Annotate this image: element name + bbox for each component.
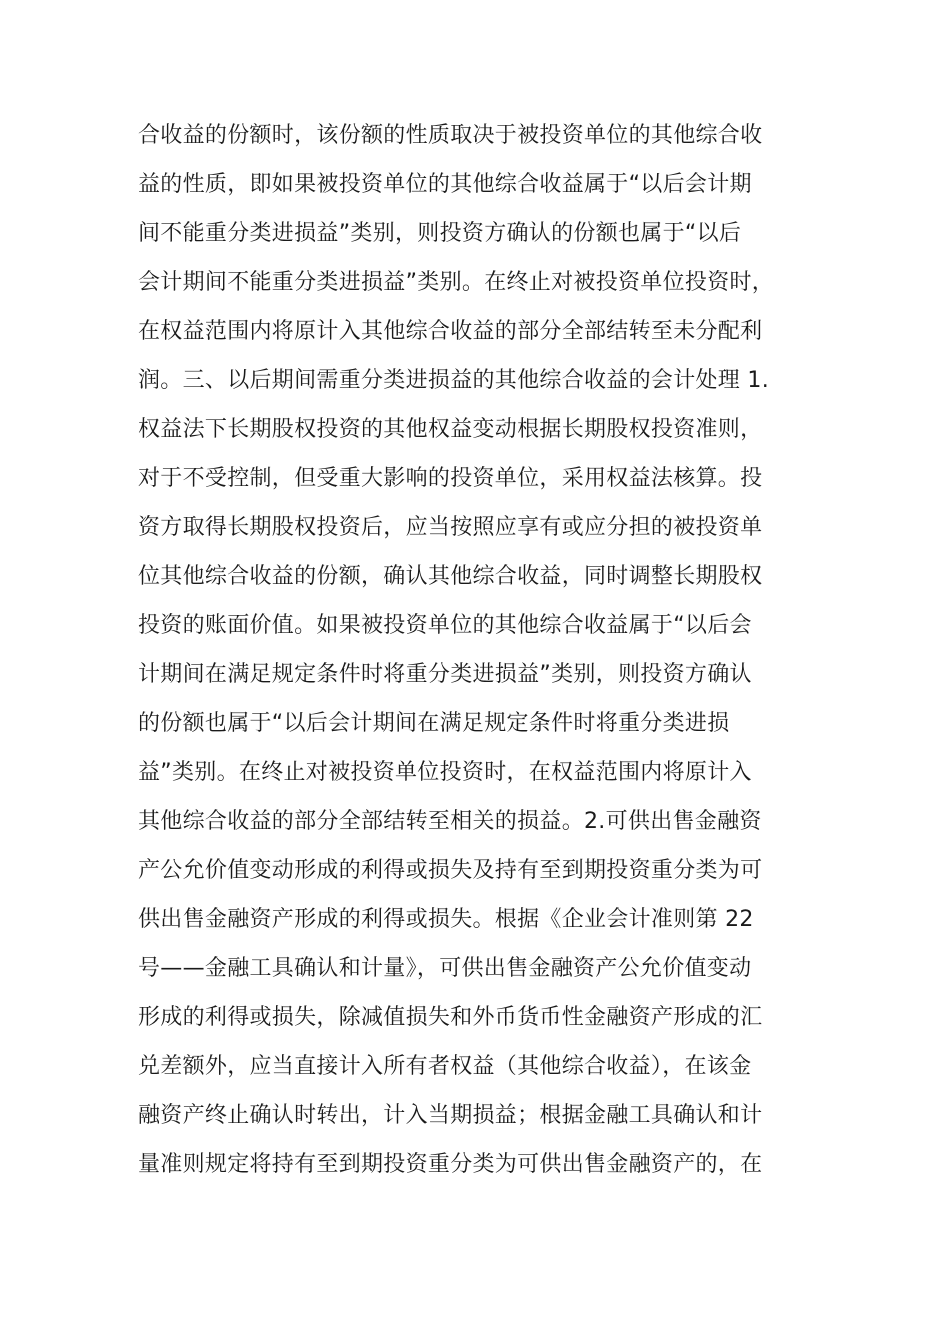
text-line: 供出售金融资产形成的利得或损失。根据《企业会计准则第 22 <box>138 907 754 932</box>
text-line: 权益法下长期股权投资的其他权益变动根据长期股权投资准则， <box>138 417 763 442</box>
text-line: 对于不受控制，但受重大影响的投资单位，采用权益法核算。投 <box>138 466 763 491</box>
text-line: 合收益的份额时，该份额的性质取决于被投资单位的其他综合收 <box>138 123 763 148</box>
text-line: 间不能重分类进损益”类别，则投资方确认的份额也属于“以后 <box>138 221 742 246</box>
text-line: 益的性质，即如果被投资单位的其他综合收益属于“以后会计期 <box>138 172 752 197</box>
body-text <box>138 115 818 1193</box>
text-line: 润。三、以后期间需重分类进损益的其他综合收益的会计处理 1. <box>138 368 769 393</box>
text-line: 益”类别。在终止对被投资单位投资时，在权益范围内将原计入 <box>138 760 752 785</box>
text-line: 兑差额外，应当直接计入所有者权益（其他综合收益），在该金 <box>138 1054 752 1079</box>
text-line: 投资的账面价值。如果被投资单位的其他综合收益属于“以后会 <box>138 613 752 638</box>
text-line: 的份额也属于“以后会计期间在满足规定条件时将重分类进损 <box>138 711 730 736</box>
text-line: 产公允价值变动形成的利得或损失及持有至到期投资重分类为可 <box>138 858 763 883</box>
text-line: 资方取得长期股权投资后，应当按照应享有或应分担的被投资单 <box>138 515 763 540</box>
text-line: 量准则规定将持有至到期投资重分类为可供出售金融资产的，在 <box>138 1152 763 1177</box>
text-line: 其他综合收益的部分全部结转至相关的损益。2.可供出售金融资 <box>138 809 762 834</box>
text-line: 会计期间不能重分类进损益”类别。在终止对被投资单位投资时， <box>138 270 775 295</box>
text-line: 计期间在满足规定条件时将重分类进损益”类别，则投资方确认 <box>138 662 752 687</box>
text-line: 形成的利得或损失，除减值损失和外币货币性金融资产形成的汇 <box>138 1005 763 1030</box>
text-line: 号——金融工具确认和计量》，可供出售金融资产公允价值变动 <box>138 956 752 981</box>
text-line: 在权益范围内将原计入其他综合收益的部分全部结转至未分配利 <box>138 319 763 344</box>
text-line: 融资产终止确认时转出，计入当期损益；根据金融工具确认和计 <box>138 1103 763 1128</box>
text-line: 位其他综合收益的份额，确认其他综合收益，同时调整长期股权 <box>138 564 763 589</box>
